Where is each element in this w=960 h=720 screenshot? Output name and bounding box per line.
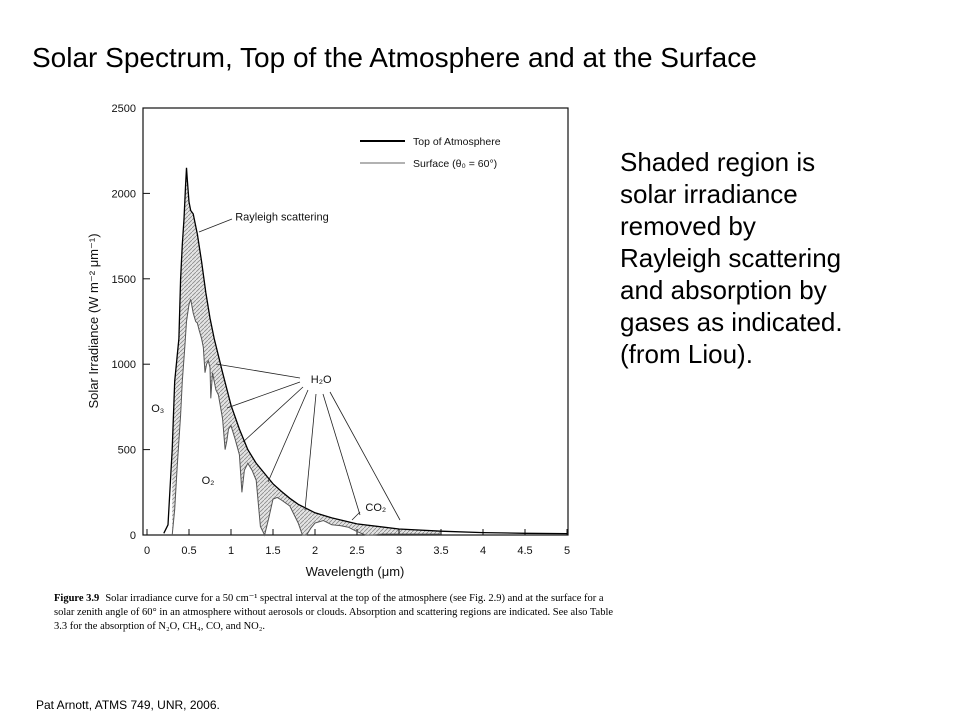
leader-h2o-5 bbox=[305, 394, 316, 510]
x-axis-label: Wavelength (μm) bbox=[305, 564, 405, 579]
figure-caption-text: Solar irradiance curve for a 50 cm⁻¹ spectral interval at the top of the atmosphere (see Fig. 2.9) and at the surface for a solar zenith angle of 60° in an atmosphere without aerosols or clouds. Absorption and scattering regions are indicated. See also Table 3.3 for the absorption of N₂O, CH₄, CO, and NO₂. bbox=[54, 593, 614, 632]
y-tick-label: 500 bbox=[117, 444, 136, 457]
series-line bbox=[164, 168, 567, 534]
leader-h2o-7 bbox=[330, 392, 400, 520]
side-description: Shaded region is solar irradiance removed by Rayleigh scattering and absorption by gases as indicated. (from Liou). bbox=[620, 147, 843, 369]
leader-co2 bbox=[352, 512, 360, 520]
y-tick-label: 0 bbox=[129, 530, 136, 542]
annotation-leaders bbox=[199, 219, 400, 520]
y-axis-label: Solar Irradiance (W m⁻² μm⁻¹) bbox=[86, 233, 101, 409]
x-tick-label: 4.5 bbox=[517, 545, 533, 557]
x-tick-label: 3.5 bbox=[433, 545, 449, 557]
leader-h2o-2 bbox=[227, 382, 300, 408]
y-tick-label: 2500 bbox=[111, 103, 136, 115]
x-tick-label: 1.5 bbox=[265, 545, 281, 557]
figure-label: Figure 3.9 bbox=[54, 593, 100, 604]
figure-caption bbox=[54, 592, 614, 634]
chart-annotation: H₂O bbox=[310, 373, 332, 386]
x-tick-label: 2 bbox=[311, 545, 319, 557]
leader-h2o-1 bbox=[216, 364, 300, 378]
leader-rayleigh bbox=[199, 219, 232, 232]
footer-credit: Pat Arnott, ATMS 749, UNR, 2006. bbox=[36, 698, 220, 712]
x-tick-label: 5 bbox=[563, 545, 571, 557]
x-tick-label: 0 bbox=[143, 545, 151, 557]
leader-h2o-4 bbox=[268, 390, 308, 482]
slide-title: Solar Spectrum, Top of the Atmosphere and at the Surface bbox=[32, 42, 757, 73]
y-tick-label: 2000 bbox=[111, 188, 136, 201]
leader-h2o-6 bbox=[323, 394, 360, 515]
x-tick-label: 3 bbox=[395, 545, 403, 557]
x-tick-label: 1 bbox=[227, 545, 235, 557]
legend bbox=[360, 136, 501, 170]
leader-h2o-3 bbox=[243, 387, 303, 442]
x-tick-label: 4 bbox=[479, 545, 487, 557]
x-tick-label: 2.5 bbox=[349, 545, 365, 557]
legend-label-toa: Top of Atmosphere bbox=[413, 136, 501, 148]
y-tick-label: 1000 bbox=[111, 359, 136, 372]
chart-annotation: Rayleigh scattering bbox=[235, 211, 329, 224]
chart-annotation: CO₂ bbox=[365, 502, 387, 515]
legend-label-surface: Surface (θ₀ = 60°) bbox=[413, 158, 498, 170]
y-tick-label: 1500 bbox=[111, 273, 136, 286]
chart-annotation: O₃ bbox=[151, 403, 165, 416]
x-tick-label: 0.5 bbox=[181, 545, 197, 557]
chart-annotation: O₂ bbox=[201, 474, 215, 487]
